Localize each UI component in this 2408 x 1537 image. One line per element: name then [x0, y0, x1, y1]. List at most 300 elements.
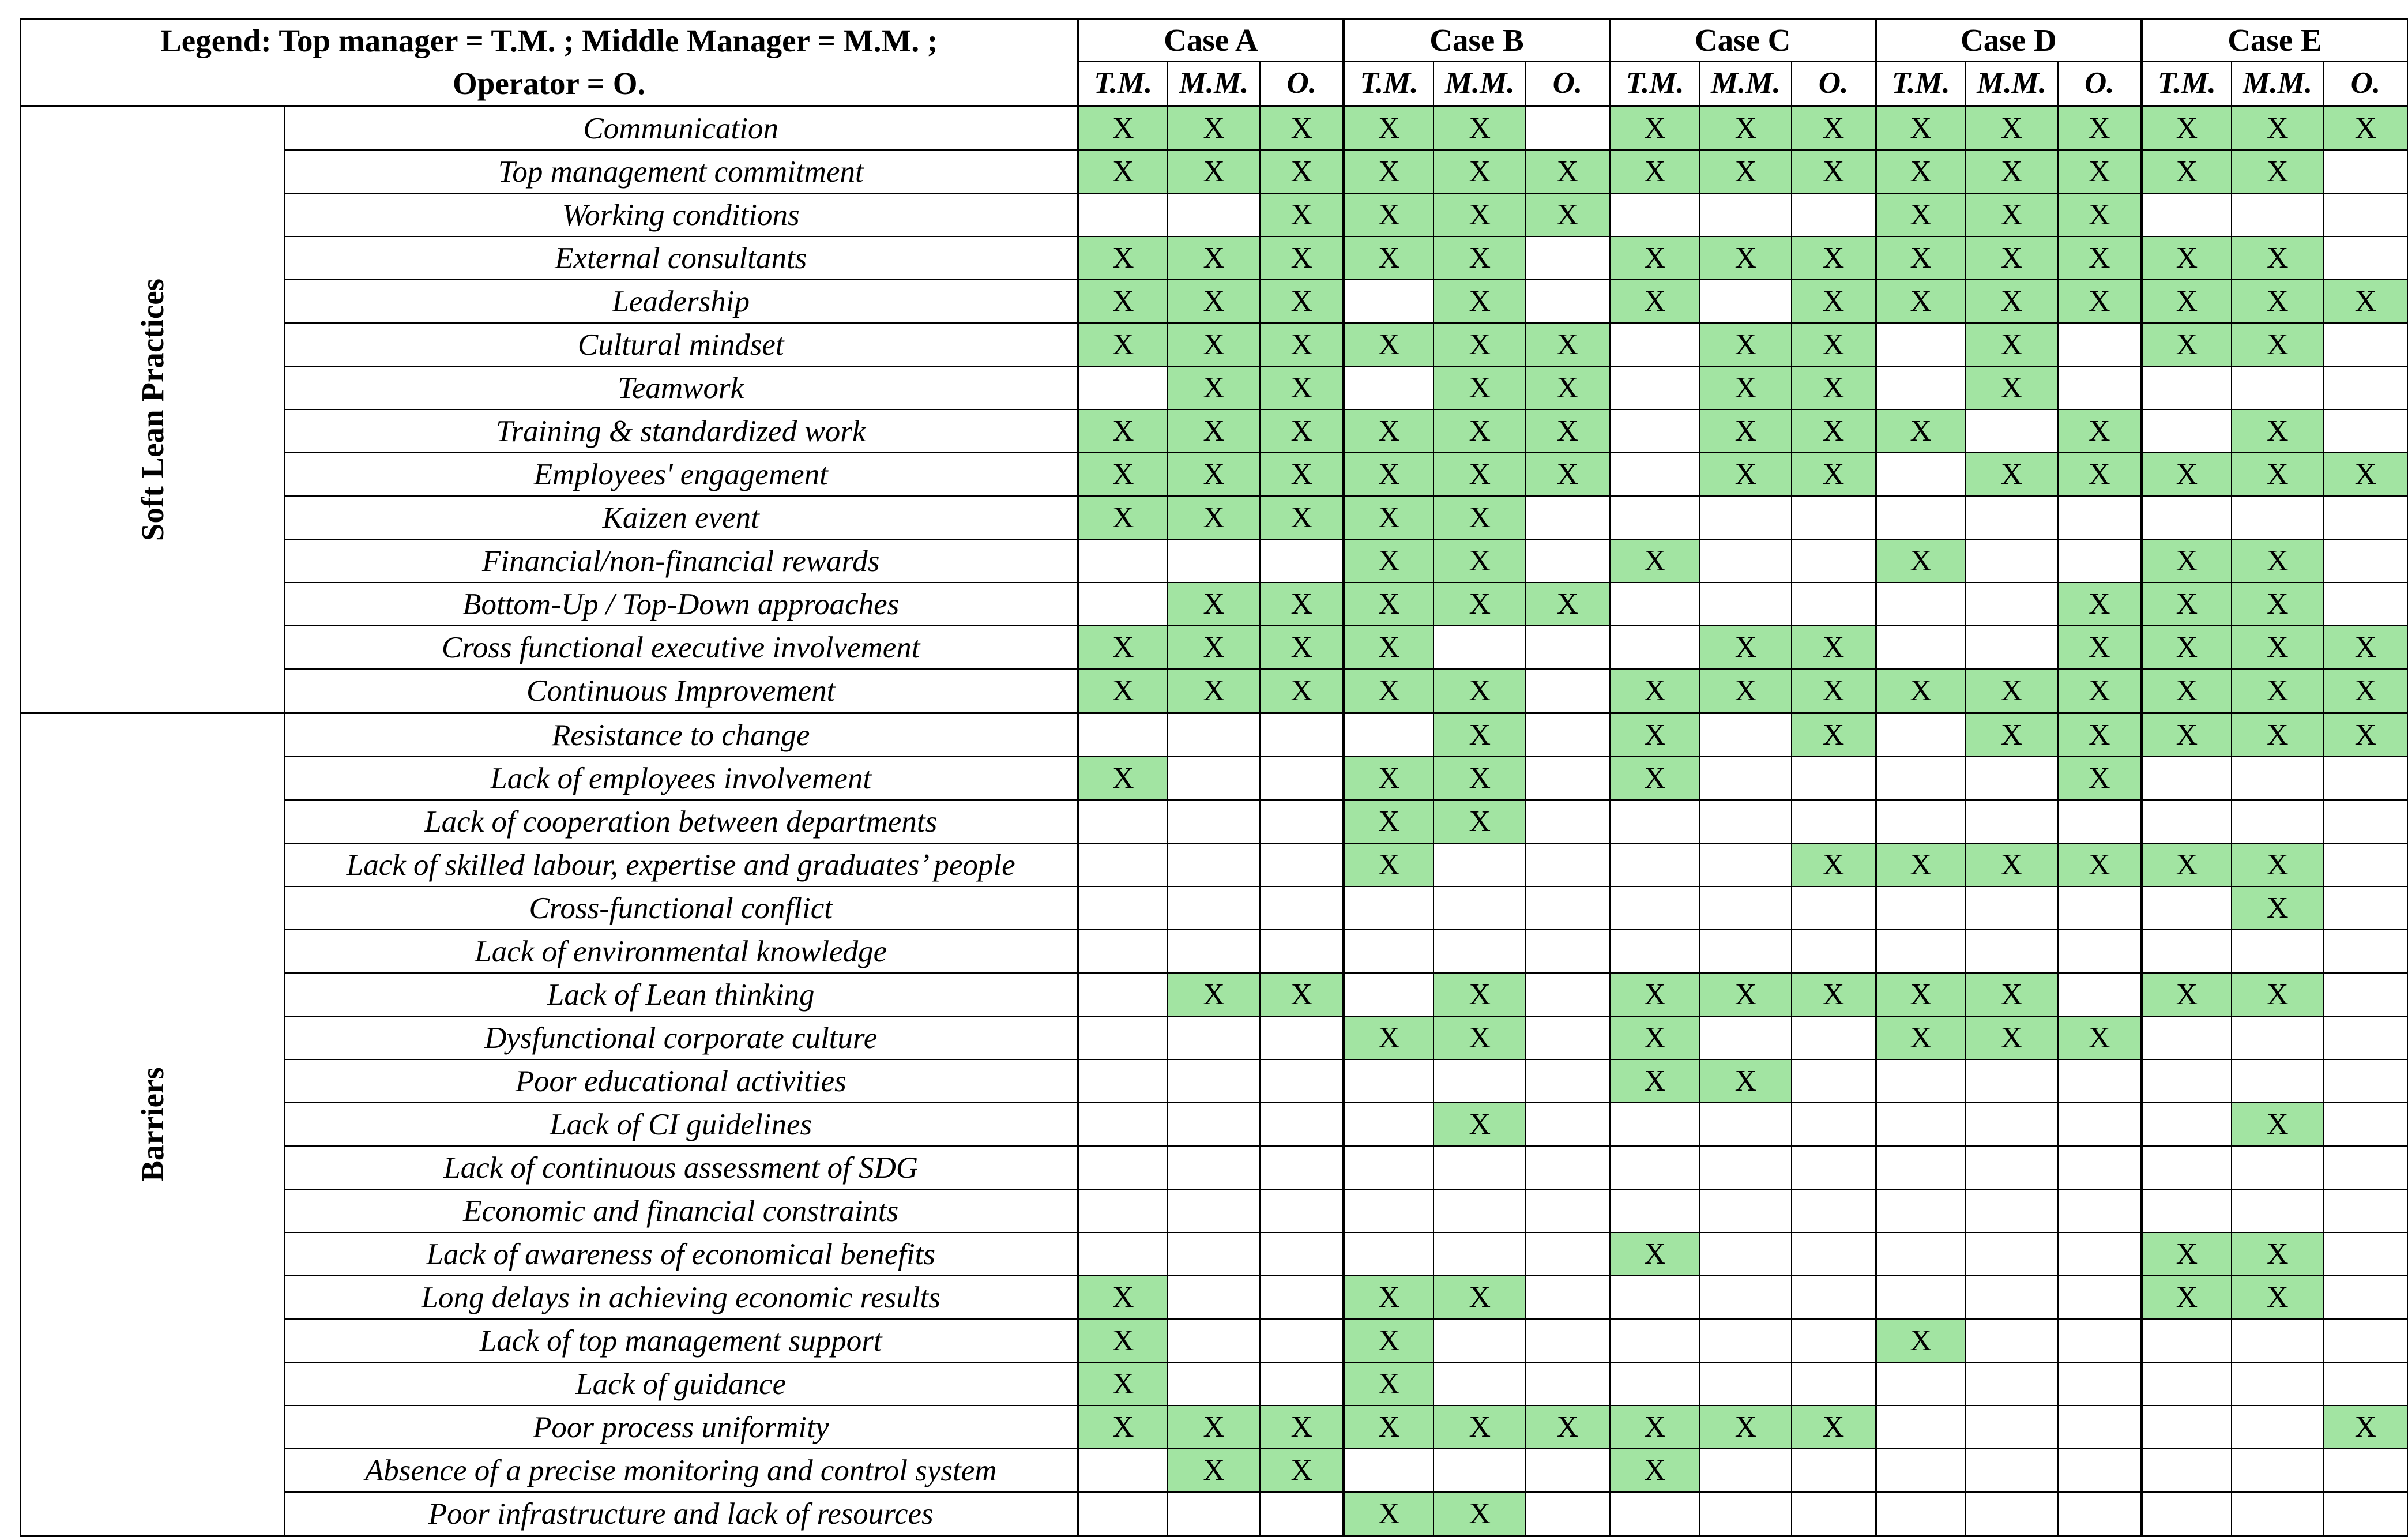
- marked-cell: X: [1344, 1319, 1433, 1362]
- marked-cell: X: [1792, 323, 1875, 366]
- empty-cell: [1876, 1059, 1966, 1103]
- table-row: [21, 626, 2407, 669]
- marked-cell: X: [1966, 453, 2058, 496]
- empty-cell: [2058, 1232, 2142, 1276]
- empty-cell: [1700, 1189, 1792, 1232]
- empty-cell: [1433, 1146, 1526, 1189]
- table-row: [21, 1189, 2407, 1232]
- empty-cell: [1700, 1232, 1792, 1276]
- marked-cell: X: [2058, 453, 2142, 496]
- marked-cell: X: [1078, 626, 1168, 669]
- empty-cell: [1344, 886, 1433, 930]
- empty-cell: [2142, 496, 2232, 539]
- empty-cell: [1876, 1146, 1966, 1189]
- row-label: Lack of employees involvement: [284, 757, 1078, 800]
- marked-cell: X: [1610, 1232, 1700, 1276]
- empty-cell: [1792, 1189, 1875, 1232]
- empty-cell: [1260, 800, 1344, 843]
- marked-cell: X: [1078, 1276, 1168, 1319]
- empty-cell: [1792, 539, 1875, 583]
- row-label: Dysfunctional corporate culture: [284, 1016, 1078, 1059]
- empty-cell: [1433, 1232, 1526, 1276]
- empty-cell: [1700, 713, 1792, 757]
- empty-cell: [2232, 1406, 2324, 1449]
- row-label: Leadership: [284, 280, 1078, 323]
- marked-cell: X: [1344, 1276, 1433, 1319]
- marked-cell: X: [1610, 669, 1700, 713]
- table-row: [21, 757, 2407, 800]
- marked-cell: X: [2232, 713, 2324, 757]
- marked-cell: X: [1433, 757, 1526, 800]
- legend-line-2: Operator = O.: [452, 66, 646, 101]
- row-label: Kaizen event: [284, 496, 1078, 539]
- role-header: O.: [1260, 61, 1344, 106]
- marked-cell: X: [1526, 150, 1609, 193]
- empty-cell: [2232, 1146, 2324, 1189]
- marked-cell: X: [1700, 626, 1792, 669]
- table-row: [21, 1146, 2407, 1189]
- empty-cell: [1078, 800, 1168, 843]
- marked-cell: X: [1966, 669, 2058, 713]
- marked-cell: X: [1876, 106, 1966, 150]
- marked-cell: X: [2058, 106, 2142, 150]
- marked-cell: X: [1792, 453, 1875, 496]
- empty-cell: [1526, 1146, 1609, 1189]
- marked-cell: X: [1344, 1362, 1433, 1406]
- marked-cell: X: [1876, 280, 1966, 323]
- empty-cell: [2058, 1362, 2142, 1406]
- empty-cell: [1260, 1059, 1344, 1103]
- marked-cell: X: [1433, 1016, 1526, 1059]
- marked-cell: X: [1610, 150, 1700, 193]
- empty-cell: [1700, 1449, 1792, 1492]
- empty-cell: [1966, 930, 2058, 973]
- marked-cell: X: [1526, 583, 1609, 626]
- marked-cell: X: [1344, 496, 1433, 539]
- empty-cell: [2058, 1103, 2142, 1146]
- marked-cell: X: [1344, 1492, 1433, 1536]
- empty-cell: [2324, 1232, 2407, 1276]
- empty-cell: [2232, 496, 2324, 539]
- empty-cell: [2324, 1449, 2407, 1492]
- marked-cell: X: [1610, 713, 1700, 757]
- row-label: External consultants: [284, 236, 1078, 280]
- empty-cell: [2058, 1189, 2142, 1232]
- marked-cell: X: [1260, 106, 1344, 150]
- marked-cell: X: [1260, 669, 1344, 713]
- empty-cell: [2324, 193, 2407, 236]
- marked-cell: X: [2232, 843, 2324, 886]
- empty-cell: [1610, 583, 1700, 626]
- empty-cell: [1700, 583, 1792, 626]
- empty-cell: [2058, 1492, 2142, 1536]
- marked-cell: X: [1260, 280, 1344, 323]
- row-label: Employees' engagement: [284, 453, 1078, 496]
- table-row: [21, 713, 2407, 757]
- empty-cell: [1078, 713, 1168, 757]
- role-header: M.M.: [2232, 61, 2324, 106]
- marked-cell: X: [1168, 1406, 1260, 1449]
- empty-cell: [1966, 1059, 2058, 1103]
- empty-cell: [1700, 193, 1792, 236]
- marked-cell: X: [2324, 280, 2407, 323]
- marked-cell: X: [1433, 539, 1526, 583]
- marked-cell: X: [1168, 106, 1260, 150]
- empty-cell: [2324, 1016, 2407, 1059]
- empty-cell: [1433, 1319, 1526, 1362]
- empty-cell: [2324, 886, 2407, 930]
- marked-cell: X: [1078, 757, 1168, 800]
- marked-cell: X: [1344, 757, 1433, 800]
- marked-cell: X: [2058, 843, 2142, 886]
- row-label: Top management commitment: [284, 150, 1078, 193]
- empty-cell: [2058, 1059, 2142, 1103]
- row-label: Lack of CI guidelines: [284, 1103, 1078, 1146]
- empty-cell: [1526, 236, 1609, 280]
- marked-cell: X: [1260, 1406, 1344, 1449]
- marked-cell: X: [2142, 713, 2232, 757]
- marked-cell: X: [2232, 1276, 2324, 1319]
- empty-cell: [1433, 843, 1526, 886]
- empty-cell: [1792, 1146, 1875, 1189]
- empty-cell: [1610, 453, 1700, 496]
- empty-cell: [1344, 1189, 1433, 1232]
- empty-cell: [1792, 1362, 1875, 1406]
- role-header: O.: [2324, 61, 2407, 106]
- empty-cell: [2058, 1449, 2142, 1492]
- empty-cell: [1526, 1059, 1609, 1103]
- empty-cell: [1078, 843, 1168, 886]
- marked-cell: X: [1433, 106, 1526, 150]
- marked-cell: X: [1610, 757, 1700, 800]
- empty-cell: [2324, 366, 2407, 409]
- empty-cell: [1078, 973, 1168, 1016]
- marked-cell: X: [1966, 366, 2058, 409]
- marked-cell: X: [1966, 323, 2058, 366]
- marked-cell: X: [1876, 669, 1966, 713]
- empty-cell: [1610, 1362, 1700, 1406]
- empty-cell: [1700, 1319, 1792, 1362]
- empty-cell: [1526, 1449, 1609, 1492]
- marked-cell: X: [1260, 973, 1344, 1016]
- marked-cell: X: [1700, 453, 1792, 496]
- marked-cell: X: [2058, 1016, 2142, 1059]
- marked-cell: X: [1433, 150, 1526, 193]
- empty-cell: [1526, 106, 1609, 150]
- empty-cell: [1610, 930, 1700, 973]
- table-row: [21, 193, 2407, 236]
- empty-cell: [1526, 757, 1609, 800]
- table-row: [21, 1232, 2407, 1276]
- empty-cell: [1610, 1276, 1700, 1319]
- table-row: [21, 886, 2407, 930]
- row-label: Training & standardized work: [284, 409, 1078, 453]
- case-header: Case A: [1078, 19, 1344, 61]
- empty-cell: [1792, 193, 1875, 236]
- lean-practices-barriers-table: [20, 18, 2408, 1537]
- empty-cell: [1610, 193, 1700, 236]
- empty-cell: [1078, 583, 1168, 626]
- empty-cell: [1078, 1492, 1168, 1536]
- marked-cell: X: [1433, 453, 1526, 496]
- empty-cell: [2232, 757, 2324, 800]
- role-header: T.M.: [1344, 61, 1433, 106]
- marked-cell: X: [2142, 626, 2232, 669]
- empty-cell: [1792, 583, 1875, 626]
- row-label: Cultural mindset: [284, 323, 1078, 366]
- empty-cell: [1792, 1059, 1875, 1103]
- marked-cell: X: [1344, 583, 1433, 626]
- empty-cell: [1792, 1319, 1875, 1362]
- row-label: Economic and financial constraints: [284, 1189, 1078, 1232]
- empty-cell: [1344, 1449, 1433, 1492]
- marked-cell: X: [1433, 1103, 1526, 1146]
- empty-cell: [1078, 1449, 1168, 1492]
- empty-cell: [2058, 886, 2142, 930]
- empty-cell: [2324, 1492, 2407, 1536]
- row-label: Long delays in achieving economic results: [284, 1276, 1078, 1319]
- empty-cell: [1526, 1189, 1609, 1232]
- empty-cell: [1610, 496, 1700, 539]
- empty-cell: [2324, 1146, 2407, 1189]
- empty-cell: [1700, 539, 1792, 583]
- empty-cell: [1260, 1362, 1344, 1406]
- section-label: Barriers: [135, 1067, 171, 1182]
- section-label-cell: [21, 713, 284, 1536]
- table-row: [21, 150, 2407, 193]
- empty-cell: [2324, 757, 2407, 800]
- empty-cell: [1344, 280, 1433, 323]
- empty-cell: [2232, 366, 2324, 409]
- table-row: [21, 1059, 2407, 1103]
- table-row: [21, 323, 2407, 366]
- marked-cell: X: [1344, 150, 1433, 193]
- marked-cell: X: [1433, 323, 1526, 366]
- marked-cell: X: [2058, 583, 2142, 626]
- marked-cell: X: [1433, 973, 1526, 1016]
- marked-cell: X: [1966, 150, 2058, 193]
- empty-cell: [2058, 1276, 2142, 1319]
- empty-cell: [1526, 973, 1609, 1016]
- section-label-cell: [21, 106, 284, 713]
- empty-cell: [2142, 1362, 2232, 1406]
- empty-cell: [2232, 1362, 2324, 1406]
- marked-cell: X: [1792, 626, 1875, 669]
- row-label: Absence of a precise monitoring and control system: [284, 1449, 1078, 1492]
- marked-cell: X: [1433, 800, 1526, 843]
- empty-cell: [1526, 800, 1609, 843]
- marked-cell: X: [2058, 280, 2142, 323]
- empty-cell: [1078, 1059, 1168, 1103]
- marked-cell: X: [2232, 669, 2324, 713]
- role-header: M.M.: [1168, 61, 1260, 106]
- marked-cell: X: [1792, 713, 1875, 757]
- marked-cell: X: [1168, 366, 1260, 409]
- marked-cell: X: [1344, 626, 1433, 669]
- empty-cell: [1876, 453, 1966, 496]
- marked-cell: X: [2324, 453, 2407, 496]
- empty-cell: [1260, 1016, 1344, 1059]
- marked-cell: X: [1700, 150, 1792, 193]
- empty-cell: [1700, 1362, 1792, 1406]
- marked-cell: X: [1344, 843, 1433, 886]
- empty-cell: [1966, 1492, 2058, 1536]
- marked-cell: X: [1168, 973, 1260, 1016]
- empty-cell: [1966, 1146, 2058, 1189]
- marked-cell: X: [1344, 539, 1433, 583]
- empty-cell: [2142, 1189, 2232, 1232]
- empty-cell: [1700, 1103, 1792, 1146]
- marked-cell: X: [1344, 323, 1433, 366]
- marked-cell: X: [1433, 1406, 1526, 1449]
- role-header: O.: [1792, 61, 1875, 106]
- empty-cell: [1876, 1232, 1966, 1276]
- empty-cell: [1966, 886, 2058, 930]
- empty-cell: [1344, 713, 1433, 757]
- marked-cell: X: [1526, 366, 1609, 409]
- marked-cell: X: [2058, 669, 2142, 713]
- marked-cell: X: [1792, 150, 1875, 193]
- empty-cell: [1792, 886, 1875, 930]
- marked-cell: X: [2058, 757, 2142, 800]
- table-row: [21, 409, 2407, 453]
- marked-cell: X: [2324, 713, 2407, 757]
- empty-cell: [1168, 800, 1260, 843]
- empty-cell: [1260, 1232, 1344, 1276]
- marked-cell: X: [1526, 409, 1609, 453]
- empty-cell: [2232, 1492, 2324, 1536]
- marked-cell: X: [2232, 323, 2324, 366]
- empty-cell: [1168, 1103, 1260, 1146]
- marked-cell: X: [1876, 1319, 1966, 1362]
- marked-cell: X: [1344, 193, 1433, 236]
- empty-cell: [1526, 1492, 1609, 1536]
- section-label: Soft Lean Practices: [135, 278, 171, 541]
- empty-cell: [1876, 713, 1966, 757]
- empty-cell: [1433, 886, 1526, 930]
- marked-cell: X: [1078, 669, 1168, 713]
- empty-cell: [1700, 1276, 1792, 1319]
- marked-cell: X: [2142, 973, 2232, 1016]
- empty-cell: [1168, 1189, 1260, 1232]
- empty-cell: [1610, 626, 1700, 669]
- empty-cell: [1966, 539, 2058, 583]
- empty-cell: [2142, 366, 2232, 409]
- empty-cell: [1260, 1189, 1344, 1232]
- marked-cell: X: [1700, 366, 1792, 409]
- empty-cell: [1260, 1492, 1344, 1536]
- marked-cell: X: [1078, 106, 1168, 150]
- empty-cell: [1526, 280, 1609, 323]
- marked-cell: X: [1610, 106, 1700, 150]
- empty-cell: [2324, 930, 2407, 973]
- marked-cell: X: [1433, 1276, 1526, 1319]
- empty-cell: [1526, 496, 1609, 539]
- marked-cell: X: [2058, 193, 2142, 236]
- empty-cell: [1792, 757, 1875, 800]
- row-label: Communication: [284, 106, 1078, 150]
- empty-cell: [1792, 1449, 1875, 1492]
- marked-cell: X: [1260, 323, 1344, 366]
- empty-cell: [1168, 843, 1260, 886]
- row-label: Lack of skilled labour, expertise and graduates’ people: [284, 843, 1078, 886]
- marked-cell: X: [1168, 280, 1260, 323]
- empty-cell: [1876, 323, 1966, 366]
- empty-cell: [2142, 1492, 2232, 1536]
- empty-cell: [2142, 1449, 2232, 1492]
- marked-cell: X: [2232, 236, 2324, 280]
- marked-cell: X: [1876, 409, 1966, 453]
- empty-cell: [1078, 193, 1168, 236]
- empty-cell: [1876, 366, 1966, 409]
- empty-cell: [1610, 886, 1700, 930]
- table-row: [21, 1103, 2407, 1146]
- empty-cell: [1526, 1232, 1609, 1276]
- empty-cell: [1610, 1189, 1700, 1232]
- row-label: Working conditions: [284, 193, 1078, 236]
- marked-cell: X: [1168, 583, 1260, 626]
- empty-cell: [1792, 1276, 1875, 1319]
- table-row: [21, 236, 2407, 280]
- empty-cell: [1078, 1016, 1168, 1059]
- case-header: Case C: [1610, 19, 1876, 61]
- marked-cell: X: [1433, 496, 1526, 539]
- row-label: Continuous Improvement: [284, 669, 1078, 713]
- row-label: Resistance to change: [284, 713, 1078, 757]
- empty-cell: [1966, 1406, 2058, 1449]
- empty-cell: [2324, 150, 2407, 193]
- empty-cell: [2324, 539, 2407, 583]
- empty-cell: [1260, 1319, 1344, 1362]
- marked-cell: X: [1610, 1449, 1700, 1492]
- empty-cell: [2142, 409, 2232, 453]
- marked-cell: X: [1792, 236, 1875, 280]
- marked-cell: X: [1610, 236, 1700, 280]
- marked-cell: X: [1876, 236, 1966, 280]
- empty-cell: [1792, 800, 1875, 843]
- marked-cell: X: [1078, 236, 1168, 280]
- empty-cell: [2324, 1059, 2407, 1103]
- empty-cell: [1792, 496, 1875, 539]
- marked-cell: X: [2324, 1406, 2407, 1449]
- marked-cell: X: [1260, 1449, 1344, 1492]
- marked-cell: X: [1876, 539, 1966, 583]
- empty-cell: [1344, 930, 1433, 973]
- empty-cell: [1433, 1059, 1526, 1103]
- row-label: Teamwork: [284, 366, 1078, 409]
- marked-cell: X: [1078, 409, 1168, 453]
- row-label: Poor infrastructure and lack of resources: [284, 1492, 1078, 1536]
- marked-cell: X: [2142, 1232, 2232, 1276]
- marked-cell: X: [1433, 713, 1526, 757]
- empty-cell: [1526, 886, 1609, 930]
- empty-cell: [1526, 1016, 1609, 1059]
- marked-cell: X: [1260, 583, 1344, 626]
- table-row: [21, 106, 2407, 150]
- row-label: Bottom-Up / Top-Down approaches: [284, 583, 1078, 626]
- empty-cell: [1876, 1362, 1966, 1406]
- marked-cell: X: [1344, 106, 1433, 150]
- empty-cell: [2058, 366, 2142, 409]
- empty-cell: [1433, 1449, 1526, 1492]
- empty-cell: [2142, 757, 2232, 800]
- empty-cell: [1526, 713, 1609, 757]
- empty-cell: [1433, 626, 1526, 669]
- marked-cell: X: [2142, 280, 2232, 323]
- empty-cell: [2142, 886, 2232, 930]
- marked-cell: X: [1966, 236, 2058, 280]
- empty-cell: [1344, 1103, 1433, 1146]
